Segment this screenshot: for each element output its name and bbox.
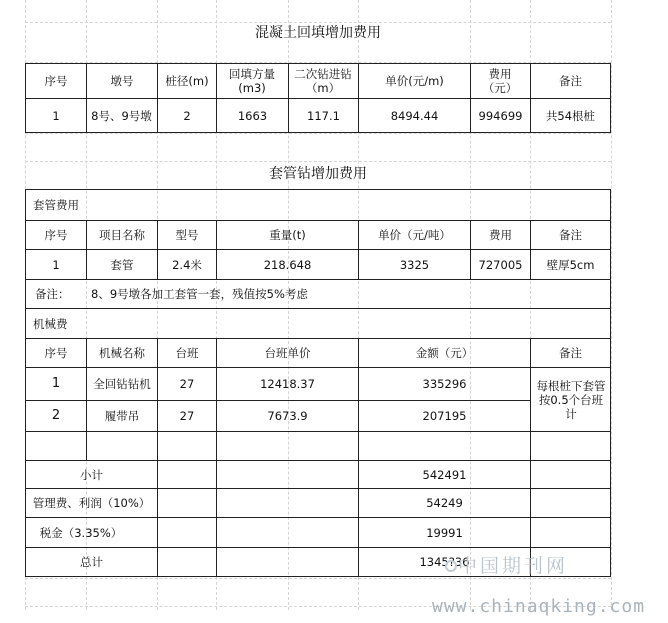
summary-value: 19991: [426, 525, 463, 540]
machine-header-shift-price: 台班单价: [264, 346, 311, 360]
header-pile-diameter: 桩径(m): [165, 74, 209, 88]
header-backfill-volume: 回填方量(m3): [229, 67, 275, 95]
casing-header-remark: 备注: [559, 228, 582, 242]
cell-backfill-volume: 1663: [237, 108, 268, 123]
machine-header-name: 机械名称: [99, 346, 145, 360]
machine-cell-seq: 2: [51, 408, 61, 423]
watermark-text: 中国期刊网: [458, 555, 569, 577]
header-unit-price: 单价(元/m): [385, 74, 444, 88]
casing-cell-unit-price: 3325: [399, 257, 430, 272]
machine-header-remark: 备注: [559, 346, 582, 360]
header-seq: 序号: [44, 74, 68, 88]
summary-value: 542491: [422, 467, 467, 482]
casing-cell-seq: 1: [52, 257, 60, 272]
casing-cell-cost: 727005: [478, 257, 523, 272]
machine-cell-shift: 27: [179, 377, 195, 391]
machine-cell-seq: 1: [51, 376, 61, 391]
header-pier: 墩号: [110, 74, 134, 88]
machine-header-shift: 台班: [175, 346, 199, 360]
casing-cost-label: 套管费用: [33, 198, 79, 212]
watermark-url: www.chinaqking.com: [432, 596, 646, 617]
summary-value: 1345?36: [419, 555, 470, 569]
cell-cost: 994699: [478, 108, 523, 123]
machine-cost-label: 机械费: [33, 316, 68, 331]
casing-header-unit-price: 单价（元/吨）: [378, 228, 451, 242]
header-remark: 备注: [559, 74, 582, 88]
summary-label: 管理费、利润（10%）: [32, 496, 151, 510]
cell-pile-diameter: 2: [183, 108, 191, 123]
machine-header-amount: 金额（元）: [415, 346, 474, 360]
machine-cell-shift-price: 12418.37: [260, 377, 315, 391]
cell-pier: 8号、9号墩: [91, 108, 152, 123]
summary-label: 税金（3.35%）: [39, 525, 123, 540]
cell-remark: 共54根桩: [545, 108, 596, 123]
machine-remark: 每根桩下套管按0.5个台班计: [536, 378, 606, 421]
casing-header-weight: 重量(t): [269, 228, 306, 242]
summary-label: 小计: [80, 467, 103, 482]
section2-title: 套管钻增加费用: [269, 166, 367, 182]
casing-header-item: 项目名称: [99, 228, 145, 242]
note-text: 8、9号墩各加工套管一套，残值按5%考虑: [91, 287, 308, 301]
casing-cell-weight: 218.648: [263, 257, 312, 272]
machine-cell-name: 履带吊: [104, 409, 140, 423]
machine-cell-name: 全回钻钻机: [93, 377, 151, 391]
machine-cell-shift-price: 7673.9: [267, 409, 308, 423]
casing-header-model: 型号: [175, 228, 199, 242]
section1-title: 混凝土回填增加费用: [255, 25, 381, 41]
header-second-drilling: 二次钻进钻（m）: [294, 67, 352, 95]
casing-header-cost: 费用: [489, 228, 512, 242]
cell-second-drilling: 117.1: [307, 108, 340, 123]
machine-cell-shift: 27: [179, 409, 195, 423]
summary-label: 总计: [80, 555, 103, 569]
watermark-logo-icon: [445, 560, 457, 572]
note-label: 备注：: [35, 287, 70, 301]
casing-cell-remark: 壁厚5cm: [546, 257, 595, 272]
cell-unit-price: 8494.44: [390, 108, 439, 123]
machine-header-seq: 序号: [44, 346, 68, 360]
summary-value: 54249: [426, 496, 463, 510]
machine-cell-amount: 335296: [422, 377, 467, 391]
machine-cell-amount: 207195: [422, 409, 467, 423]
casing-cell-item: 套管: [110, 257, 134, 272]
casing-header-seq: 序号: [44, 228, 68, 242]
header-cost: 费用（元）: [482, 67, 518, 95]
casing-cell-model: 2.4米: [172, 257, 202, 272]
cell-seq: 1: [52, 108, 60, 123]
